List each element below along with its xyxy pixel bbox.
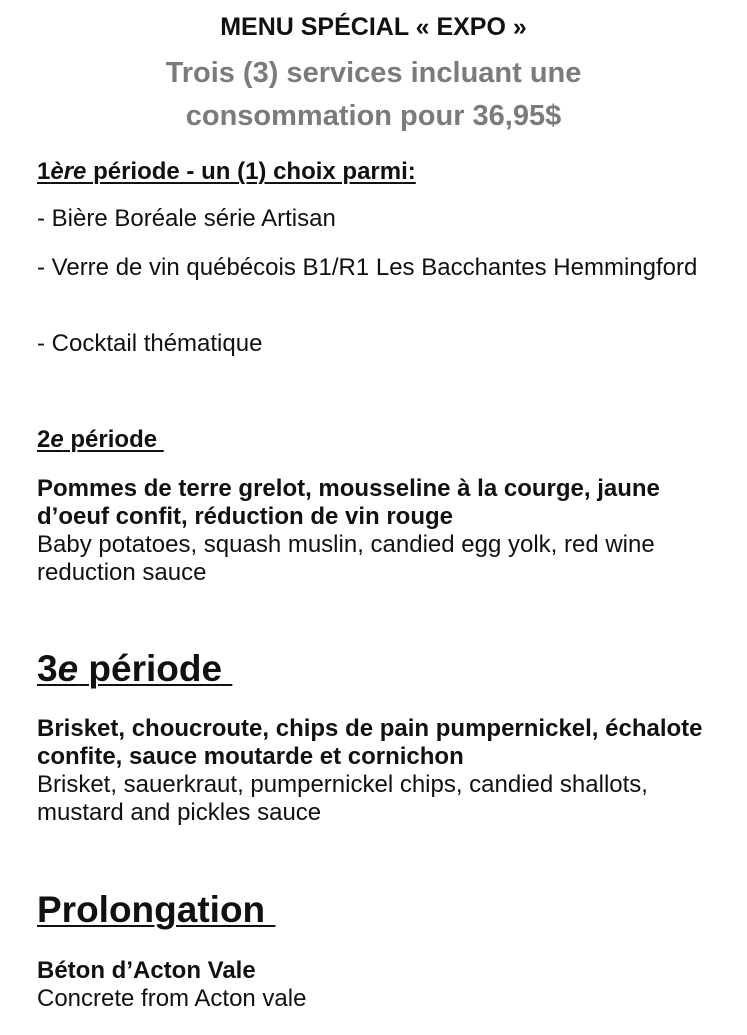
period-2-dish-french: Pommes de terre grelot, mousseline à la courge, jaune d’oeuf confit, réduction de vin rouge	[37, 475, 660, 530]
menu-subtitle	[0, 52, 747, 138]
period-1-heading-text: période - un (1) choix parmi:	[86, 158, 416, 185]
period-3-dish-french: Brisket, choucroute, chips de pain pumpernickel, échalote confite, sauce moutarde et cornichon	[37, 715, 703, 770]
prolongation-dish-english: Concrete from Acton vale	[37, 985, 307, 1012]
period-3-dish-english: Brisket, sauerkraut, pumpernickel chips, candied shallots, mustard and pickles sauce	[37, 771, 648, 826]
period-3-ordinal: 3e	[37, 648, 79, 689]
period-1-option-beer: - Bière Boréale série Artisan	[37, 205, 336, 232]
period-2-heading	[37, 425, 164, 455]
period-2-dish-english: Baby potatoes, squash muslin, candied egg yolk, red wine reduction sauce	[37, 531, 655, 586]
menu-title: MENU SPÉCIAL « EXPO »	[220, 13, 527, 41]
period-1-option-cocktail: - Cocktail thématique	[37, 330, 263, 357]
period-3-heading	[37, 647, 232, 691]
menu-subtitle-line-2: consommation pour 36,95$	[185, 100, 562, 132]
period-2-heading-text: période	[63, 426, 164, 453]
period-1-option-wine: - Verre de vin québécois B1/R1 Les Bacchantes Hemmingford	[37, 254, 698, 281]
period-1-ordinal: 1ère	[37, 158, 87, 185]
period-2-ordinal: 2e	[37, 426, 64, 453]
menu-subtitle-line-1: Trois (3) services incluant une	[165, 57, 582, 89]
period-1-heading	[37, 157, 416, 187]
prolongation-dish-french: Béton d’Acton Vale	[37, 957, 256, 984]
period-3-heading-text: période	[78, 648, 233, 689]
prolongation-heading: Prolongation	[37, 889, 276, 930]
